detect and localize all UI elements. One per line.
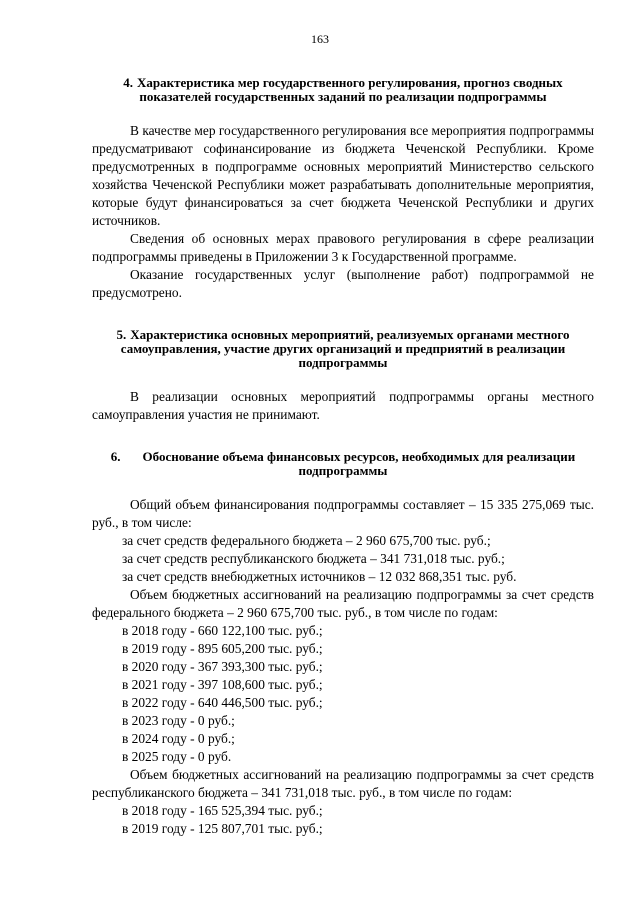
section-5-body xyxy=(92,388,594,424)
section-4-body xyxy=(92,122,594,302)
financing-intro: Общий объем финансирования подпрограммы составляет – 15 335 275,069 тыс. руб., в том числе: xyxy=(92,497,594,530)
section-5-title: Характеристика основных мероприятий, реализуемых органами местного самоуправления, участие других организаций и предприятий в реализации подпрограммы xyxy=(120,327,570,370)
section-4-title: Характеристика мер государственного регулирования, прогноз сводных показателей государственных заданий по реализации подпрограммы xyxy=(137,75,563,104)
section-4-paragraph: В качестве мер государственного регулирования все мероприятия подпрограммы предусматривают софинансирование из бюджета Чеченской Республики. Кроме предусмотренных в подпрограмме основных мероприятий Министерство сельского хозяйства Чеченской Республики может разрабатывать дополнительные мероприятия, которые будут финансироваться за счет бюджета Чеченской Республики и других источников. xyxy=(92,123,594,228)
federal-year-line: в 2021 году - 397 108,600 тыс. руб.; xyxy=(122,677,323,692)
republic-year-line: в 2018 году - 165 525,394 тыс. руб.; xyxy=(122,803,323,818)
federal-year-line: в 2024 году - 0 руб.; xyxy=(122,731,235,746)
section-5-paragraph: В реализации основных мероприятий подпрограммы органы местного самоуправления участия не принимают. xyxy=(92,389,594,422)
section-4-paragraph: Сведения об основных мерах правового регулирования в сфере реализации подпрограммы приведены в Приложении 3 к Государственной программе. xyxy=(92,231,594,264)
funding-source-line: за счет средств внебюджетных источников – 12 032 868,351 тыс. руб. xyxy=(122,569,517,584)
republic-budget-intro: Объем бюджетных ассигнований на реализацию подпрограммы за счет средств республиканского бюджета – 341 731,018 тыс. руб., в том числе по годам: xyxy=(92,767,594,800)
section-5-heading xyxy=(92,328,594,370)
federal-year-line: в 2018 году - 660 122,100 тыс. руб.; xyxy=(122,623,323,638)
republic-year-line: в 2019 году - 125 807,701 тыс. руб.; xyxy=(122,821,323,836)
section-5-number: 5. xyxy=(116,327,127,342)
federal-year-line: в 2022 году - 640 446,500 тыс. руб.; xyxy=(122,695,323,710)
federal-year-line: в 2019 году - 895 605,200 тыс. руб.; xyxy=(122,641,323,656)
funding-source-line: за счет средств федерального бюджета – 2 960 675,700 тыс. руб.; xyxy=(122,533,491,548)
section-6-heading xyxy=(92,450,594,478)
page-number: 163 xyxy=(311,32,329,46)
section-6-body xyxy=(92,496,594,838)
federal-year-line: в 2023 году - 0 руб.; xyxy=(122,713,235,728)
section-4-number: 4. xyxy=(123,75,134,90)
federal-year-line: в 2020 году - 367 393,300 тыс. руб.; xyxy=(122,659,323,674)
section-4-heading xyxy=(92,76,594,104)
section-6-number: 6. xyxy=(110,449,121,464)
section-6-title: Обоснование объема финансовых ресурсов, необходимых для реализации подпрограммы xyxy=(142,449,576,478)
section-4-paragraph: Оказание государственных услуг (выполнение работ) подпрограммой не предусмотрено. xyxy=(92,267,594,300)
funding-source-line: за счет средств республиканского бюджета – 341 731,018 тыс. руб.; xyxy=(122,551,505,566)
federal-budget-intro: Объем бюджетных ассигнований на реализацию подпрограммы за счет средств федерального бюджета – 2 960 675,700 тыс. руб., в том числе по годам: xyxy=(92,587,594,620)
federal-year-line: в 2025 году - 0 руб. xyxy=(122,749,232,764)
document-body xyxy=(92,76,594,838)
